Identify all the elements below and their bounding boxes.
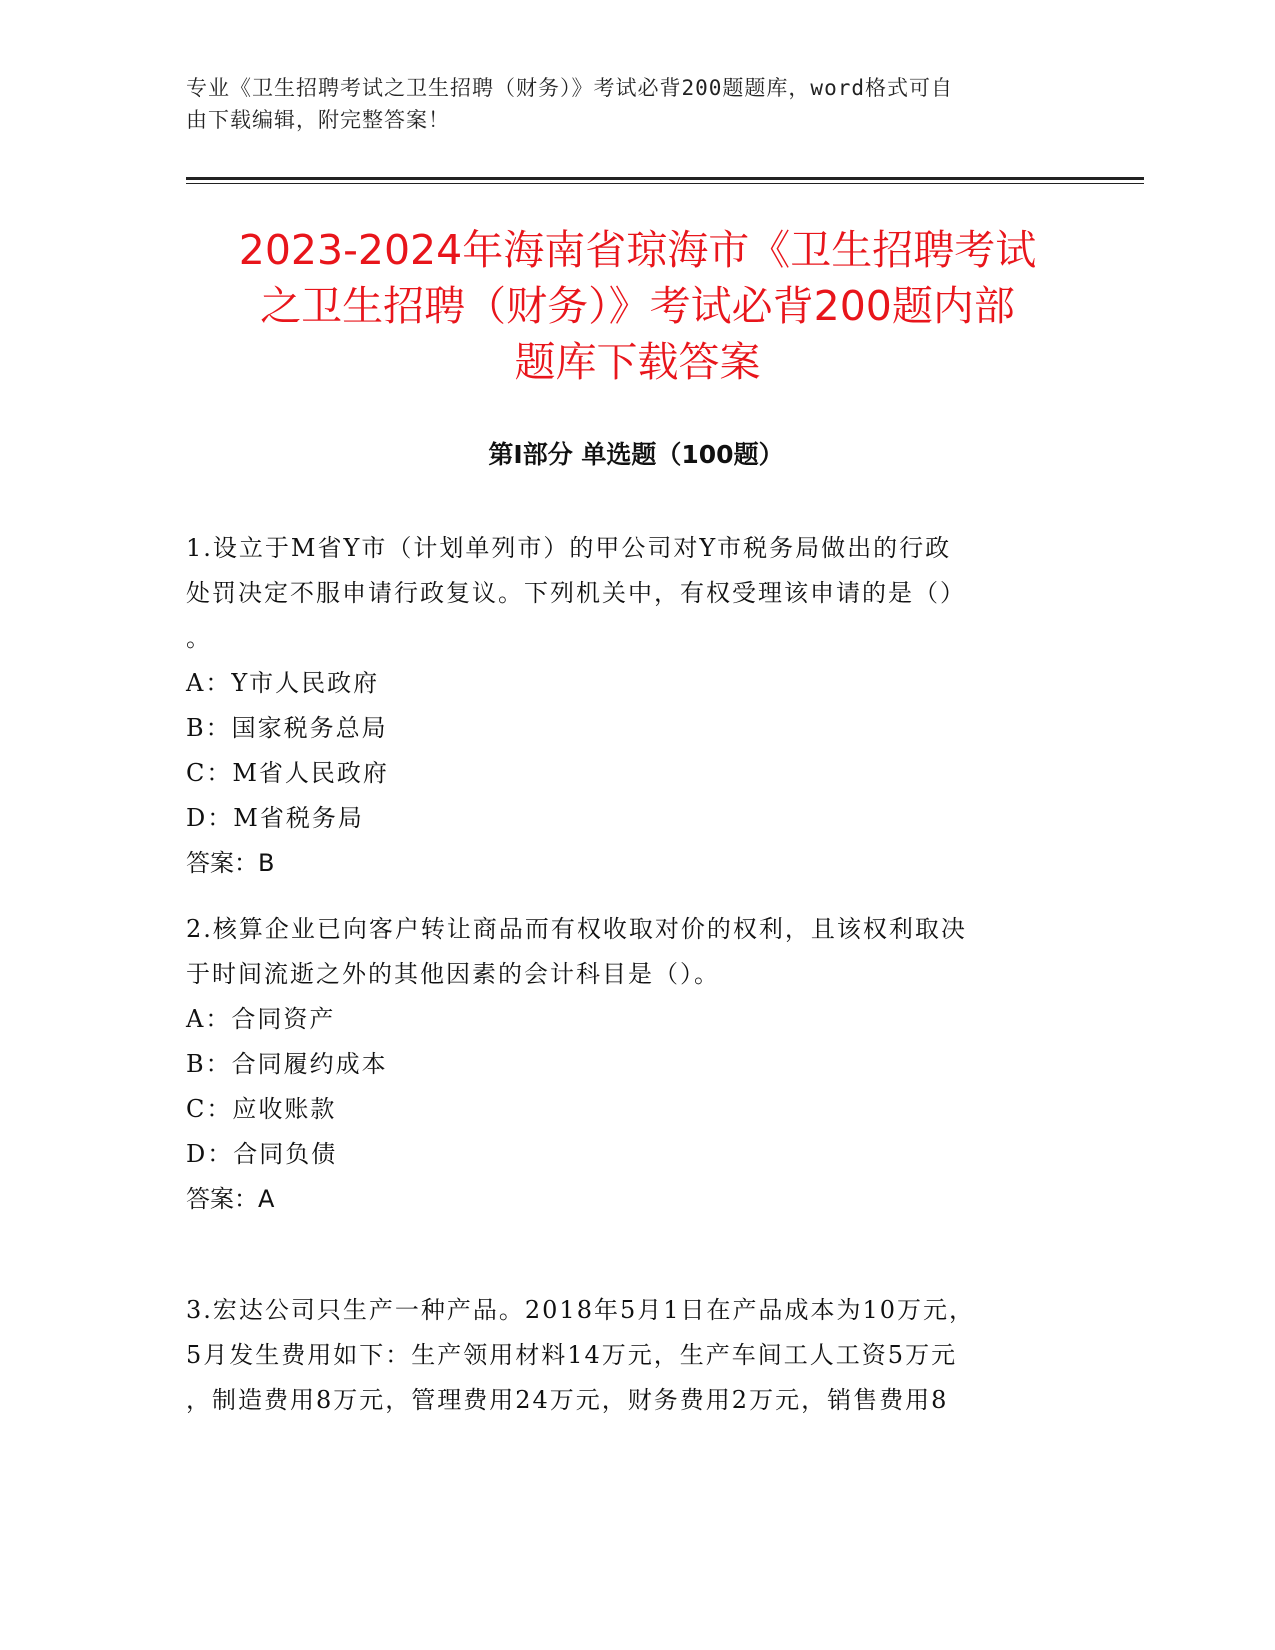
option-b: B：国家税务总局 (186, 714, 388, 742)
question-stem-line: ，制造费用8万元，管理费用24万元，财务费用2万元，销售费用8 (186, 1386, 949, 1414)
question-stem-line: 3.宏达公司只生产一种产品。2018年5月1日在产品成本为10万元， (186, 1296, 976, 1324)
answer: 答案：A (186, 1185, 275, 1213)
answer: 答案：B (186, 849, 275, 877)
option-a: A：合同资产 (186, 1005, 336, 1033)
title-line-3: 题库下载答案 (514, 338, 761, 386)
option-d: D：合同负债 (186, 1140, 338, 1168)
option-c: C：应收账款 (186, 1095, 337, 1123)
option-a: A：Y市人民政府 (186, 669, 380, 697)
document-title (170, 222, 1105, 390)
header-divider-thin (186, 183, 1144, 184)
question-stem-line: 1.设立于M省Y市（计划单列市）的甲公司对Y市税务局做出的行政 (186, 534, 952, 562)
question-stem-line: 。 (186, 624, 212, 652)
question-stem-line: 处罚决定不服申请行政复议。下列机关中，有权受理该申请的是（） (186, 579, 966, 607)
option-c: C：M省人民政府 (186, 759, 389, 787)
section-heading: 第Ⅰ部分 单选题（100题） (488, 440, 784, 469)
question-stem-line: 于时间流逝之外的其他因素的会计科目是（）。 (186, 960, 720, 988)
question-stem-line: 2.核算企业已向客户转让商品而有权收取对价的权利，且该权利取决 (186, 915, 967, 943)
title-line-1: 2023-2024年海南省琼海市《卫生招聘考试 (238, 226, 1037, 274)
option-d: D：M省税务局 (186, 804, 364, 832)
header-note-line-2: 由下载编辑，附完整答案！ (186, 108, 450, 132)
header-note (186, 72, 1066, 136)
header-divider-thick (186, 177, 1144, 180)
title-line-2: 之卫生招聘（财务）》考试必背200题内部 (260, 282, 1015, 330)
header-note-line-1: 专业《卫生招聘考试之卫生招聘（财务）》考试必背200题题库，word格式可自 (186, 76, 953, 100)
option-b: B：合同履约成本 (186, 1050, 388, 1078)
question-2 (186, 907, 1066, 1222)
question-3 (186, 1288, 1066, 1423)
question-1 (186, 526, 1066, 886)
question-stem-line: 5月发生费用如下：生产领用材料14万元，生产车间工人工资5万元 (186, 1341, 958, 1369)
